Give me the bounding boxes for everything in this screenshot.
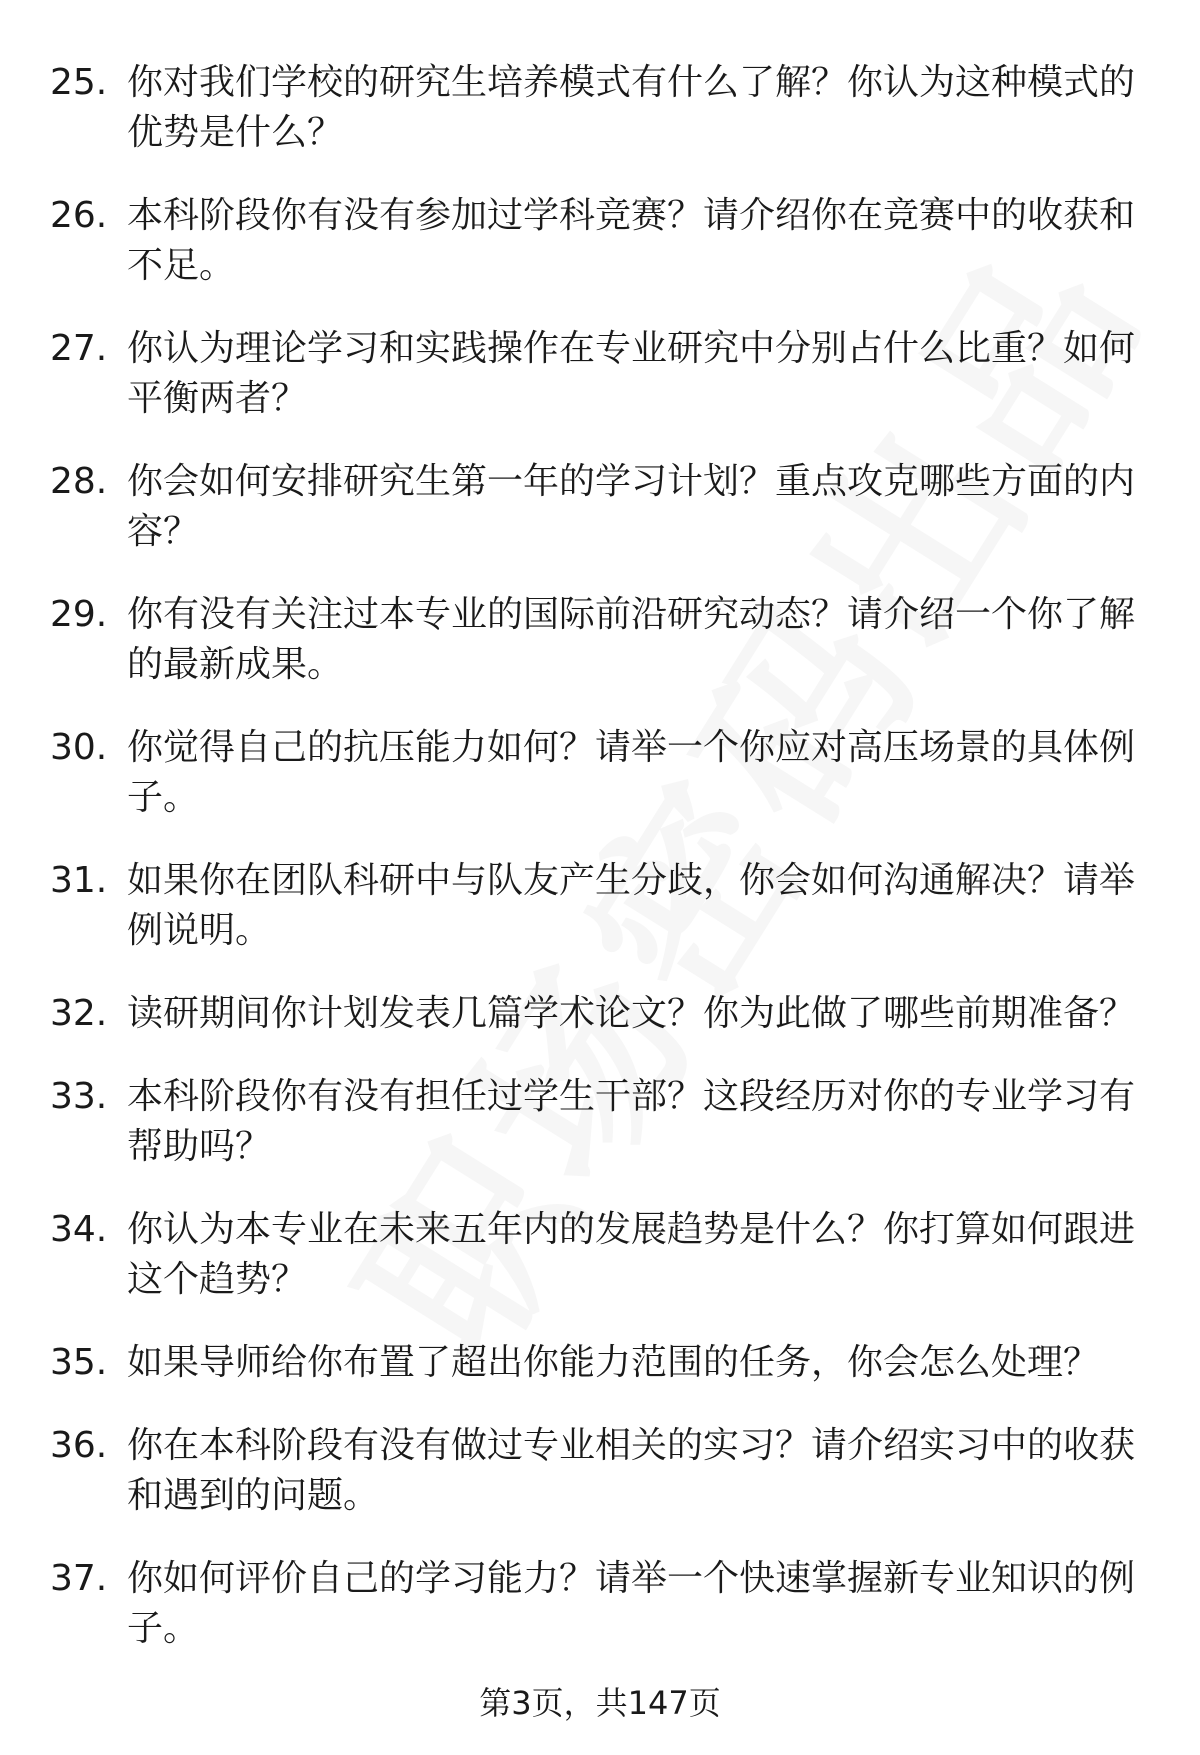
- question-list: [0, 58, 1200, 1687]
- question-text: 你有没有关注过本专业的国际前沿研究动态？请介绍一个你了解的最新成果。: [127, 594, 1136, 685]
- question-item: [0, 1205, 1200, 1305]
- question-item: [0, 1554, 1200, 1654]
- question-text: 本科阶段你有没有参加过学科竞赛？请介绍你在竞赛中的收获和不足。: [127, 195, 1136, 286]
- question-number: 25.: [50, 62, 108, 103]
- question-number: 36.: [50, 1425, 108, 1466]
- question-item: [0, 457, 1200, 557]
- question-text: 你会如何安排研究生第一年的学习计划？重点攻克哪些方面的内容？: [127, 461, 1136, 552]
- question-item: [0, 1338, 1200, 1388]
- question-item: [0, 856, 1200, 956]
- question-text: 你认为本专业在未来五年内的发展趋势是什么？你打算如何跟进这个趋势？: [127, 1209, 1136, 1300]
- question-number: 27.: [50, 328, 108, 369]
- question-text: 你觉得自己的抗压能力如何？请举一个你应对高压场景的具体例子。: [127, 727, 1136, 818]
- question-item: [0, 1072, 1200, 1172]
- question-text: 你认为理论学习和实践操作在专业研究中分别占什么比重？如何平衡两者？: [127, 328, 1136, 419]
- question-text: 读研期间你计划发表几篇学术论文？你为此做了哪些前期准备？: [127, 993, 1136, 1034]
- question-item: [0, 989, 1200, 1039]
- question-text: 你如何评价自己的学习能力？请举一个快速掌握新专业知识的例子。: [127, 1558, 1136, 1649]
- question-item: [0, 590, 1200, 690]
- question-text: 你在本科阶段有没有做过专业相关的实习？请介绍实习中的收获和遇到的问题。: [127, 1425, 1136, 1516]
- question-number: 34.: [50, 1209, 108, 1250]
- question-number: 31.: [50, 860, 108, 901]
- question-number: 26.: [50, 195, 108, 236]
- question-text: 如果你在团队科研中与队友产生分歧，你会如何沟通解决？请举例说明。: [127, 860, 1136, 951]
- question-item: [0, 723, 1200, 823]
- question-number: 30.: [50, 727, 108, 768]
- question-text: 你对我们学校的研究生培养模式有什么了解？你认为这种模式的优势是什么？: [127, 62, 1136, 153]
- question-number: 35.: [50, 1342, 108, 1383]
- page-number-footer: 第3页，共147页: [479, 1684, 721, 1722]
- question-item: [0, 58, 1200, 158]
- question-item: [0, 1421, 1200, 1521]
- question-number: 32.: [50, 993, 108, 1034]
- question-number: 28.: [50, 461, 108, 502]
- question-item: [0, 324, 1200, 424]
- question-number: 29.: [50, 594, 108, 635]
- question-text: 如果导师给你布置了超出你能力范围的任务，你会怎么处理？: [127, 1342, 1100, 1383]
- question-number: 37.: [50, 1558, 108, 1599]
- question-text: 本科阶段你有没有担任过学生干部？这段经历对你的专业学习有帮助吗？: [127, 1076, 1136, 1167]
- question-number: 33.: [50, 1076, 108, 1117]
- question-item: [0, 191, 1200, 291]
